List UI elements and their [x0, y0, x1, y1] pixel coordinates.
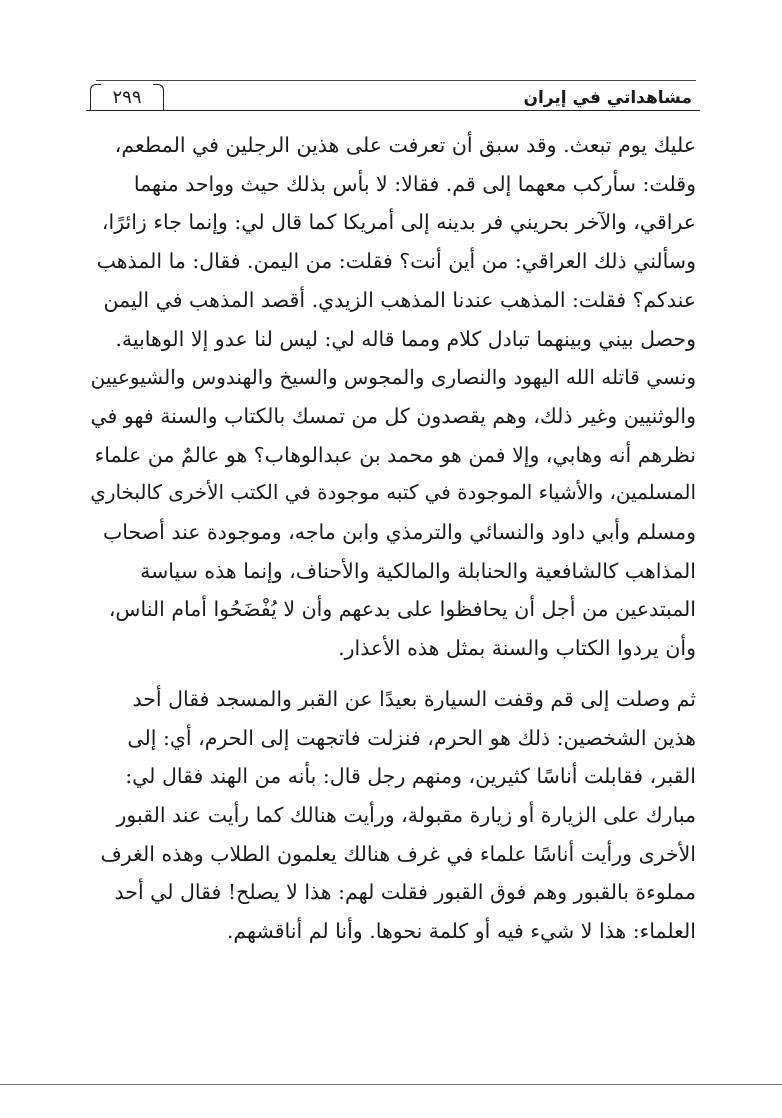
running-title: مشاهداتي في إيران — [523, 88, 692, 108]
text-line: عندكم؟ فقلت: المذهب عندنا المذهب الزيدي. أقصد المذهب في اليمن — [103, 287, 696, 312]
text-line: عليك يوم تبعث. وقد سبق أن تعرفت على هذين الرجلين في المطعم، — [114, 133, 696, 157]
text-line: وقلت: سأركب معهما إلى قم. فقالا: لا بأس بذلك حيث وواحد منهما — [133, 171, 696, 196]
text-line: ثم وصلت إلى قم وقفت السيارة بعيدًا عن القبر والمسجد فقال أحد — [132, 686, 696, 711]
text-line: مملوءة بالقبور وهم فوق القبور فقلت لهم: هذا لا يصلح! فقال لي أحد — [114, 880, 696, 905]
footer-rule — [0, 1084, 782, 1085]
page-body — [84, 126, 696, 951]
page-number: ٢٩٩ — [112, 87, 142, 108]
text-line: نظرهم أنه وهابي، وإلا فمن هو محمد بن عبدالوهاب؟ هو عالمٌ من علماء — [94, 442, 696, 467]
text-line: وأن يردوا الكتاب والسنة بمثل هذه الأعذار. — [338, 636, 696, 661]
text-line: العلماء: هذا لا شيء فيه أو كلمة نحوها. وأنا لم أناقشهم. — [226, 919, 696, 944]
text-line: المسلمين، والأشياء الموجودة في كتبه موجودة في الكتب الأخرى كالبخاري — [90, 481, 696, 505]
paragraph — [84, 680, 696, 951]
text-line: والوثنيين وغير ذلك، وهم يقصدون كل من تمسك بالكتاب والسنة فهو في — [90, 403, 696, 428]
text-line: ومسلم وأبي داود والنسائي والترمذي وابن ماجه، وموجودة عند أصحاب — [102, 520, 696, 545]
text-line: المبتدعين من أجل أن يحافظوا على بدعهم وأن لا يُفْضَحُوا أمام الناس، — [108, 597, 696, 622]
text-line: المذاهب كالشافعية والحنابلة والمالكية والأحناف، وإنما هذه سياسة — [140, 558, 696, 583]
text-line: عراقي، والآخر بحريني فر بدينه إلى أمريكا كما قال لي: وإنما جاء زائرًا، — [101, 210, 696, 235]
header-rule — [86, 110, 700, 111]
text-line: وحصل بيني وبينهما تبادل كلام ومما قاله لي: ليس لنا عدو إلا الوهابية. — [115, 326, 696, 351]
page-number-frame — [90, 84, 164, 110]
page-header — [86, 80, 700, 116]
text-line: ونسي قاتله الله اليهود والنصارى والمجوس والسيخ والهندوس والشيوعيين — [90, 365, 696, 390]
text-line: القبر، فقابلت أناسًا كثيرين، ومنهم رجل قال: بأنه من الهند فقال لي: — [125, 764, 696, 789]
text-line: وسألني ذلك العراقي: من أين أنت؟ فقلت: من اليمن. فقال: ما المذهب — [96, 249, 696, 274]
header-top-rule — [96, 80, 696, 81]
text-line: الأخرى ورأيت أناسًا علماء في غرف هنالك يعلمون الطلاب وهذه الغرف — [100, 841, 696, 866]
text-line: مبارك على الزيارة أو زيارة مقبولة، ورأيت هنالك كما رأيت عند القبور — [116, 802, 696, 827]
paragraph — [84, 126, 696, 668]
text-line: هذين الشخصين: ذلك هو الحرم، فنزلت فاتجهت إلى الحرم، أي: إلى — [127, 725, 696, 750]
